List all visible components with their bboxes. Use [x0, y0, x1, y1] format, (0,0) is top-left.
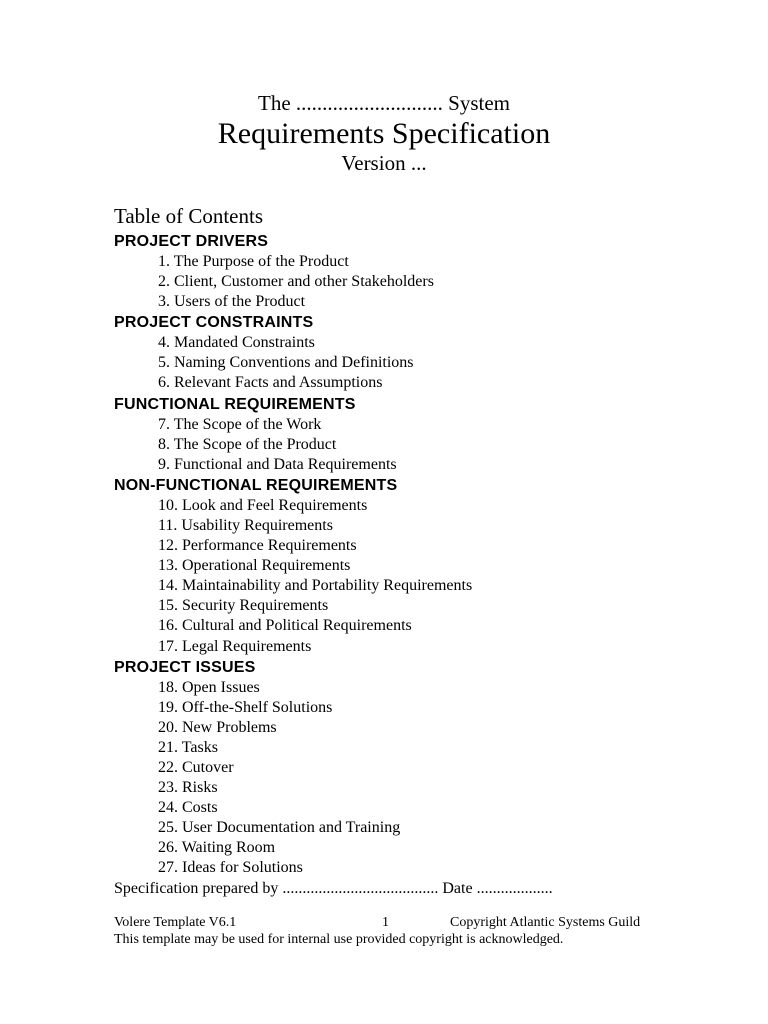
footer-page-number: 1	[382, 915, 389, 930]
toc-item: 6. Relevant Facts and Assumptions	[158, 374, 383, 392]
toc-item: 17. Legal Requirements	[158, 637, 312, 655]
toc-item: 13. Operational Requirements	[158, 557, 351, 575]
toc-sections	[114, 231, 754, 879]
toc-item: 2. Client, Customer and other Stakeholders	[158, 273, 434, 291]
toc-item: 14. Maintainability and Portability Requirements	[158, 577, 473, 595]
document-title: Requirements Specification	[217, 117, 551, 150]
toc-item: 12. Performance Requirements	[158, 537, 357, 555]
toc-item: 1. The Purpose of the Product	[158, 253, 349, 270]
version-line: Version ...	[341, 151, 427, 175]
toc-item: 5. Naming Conventions and Definitions	[158, 354, 414, 372]
toc-item: 22. Cutover	[158, 758, 234, 776]
toc-section-heading: PROJECT CONSTRAINTS	[114, 314, 314, 332]
toc-item: 19. Off-the-Shelf Solutions	[158, 698, 333, 716]
toc-item: 23. Risks	[158, 779, 218, 797]
toc-heading: Table of Contents	[114, 204, 263, 228]
toc-item: 9. Functional and Data Requirements	[158, 455, 397, 473]
toc-item: 18. Open Issues	[158, 678, 260, 696]
toc-section-heading: PROJECT ISSUES	[114, 658, 256, 676]
toc-item: 27. Ideas for Solutions	[158, 859, 303, 877]
toc-item: 10. Look and Feel Requirements	[158, 496, 368, 514]
footer-template-version: Volere Template V6.1	[114, 915, 237, 930]
toc-item: 24. Costs	[158, 799, 218, 817]
footer-copyright: Copyright Atlantic Systems Guild	[450, 915, 641, 930]
toc-item: 4. Mandated Constraints	[158, 334, 315, 352]
toc-item: 7. The Scope of the Work	[158, 415, 322, 433]
toc-item: 20. New Problems	[158, 718, 277, 736]
toc-item: 11. Usability Requirements	[158, 516, 333, 534]
toc-item: 15. Security Requirements	[158, 597, 329, 615]
system-title-line: The ............................ System	[258, 91, 510, 115]
toc-item: 25. User Documentation and Training	[158, 819, 401, 837]
toc-section-heading: NON-FUNCTIONAL REQUIREMENTS	[114, 476, 398, 494]
toc-item: 16. Cultural and Political Requirements	[158, 617, 412, 635]
toc-item: 26. Waiting Room	[158, 839, 276, 857]
toc-item: 3. Users of the Product	[158, 293, 306, 311]
table-of-contents	[114, 201, 754, 899]
toc-section-heading: FUNCTIONAL REQUIREMENTS	[114, 395, 356, 413]
footer-notice: This template may be used for internal use provided copyright is acknowledged.	[114, 932, 564, 947]
toc-item: 8. The Scope of the Product	[158, 435, 337, 453]
toc-item: 21. Tasks	[158, 738, 218, 756]
toc-section-heading: PROJECT DRIVERS	[114, 233, 269, 250]
prepared-by-line: Specification prepared by ....................................... Date ...................	[114, 879, 553, 897]
